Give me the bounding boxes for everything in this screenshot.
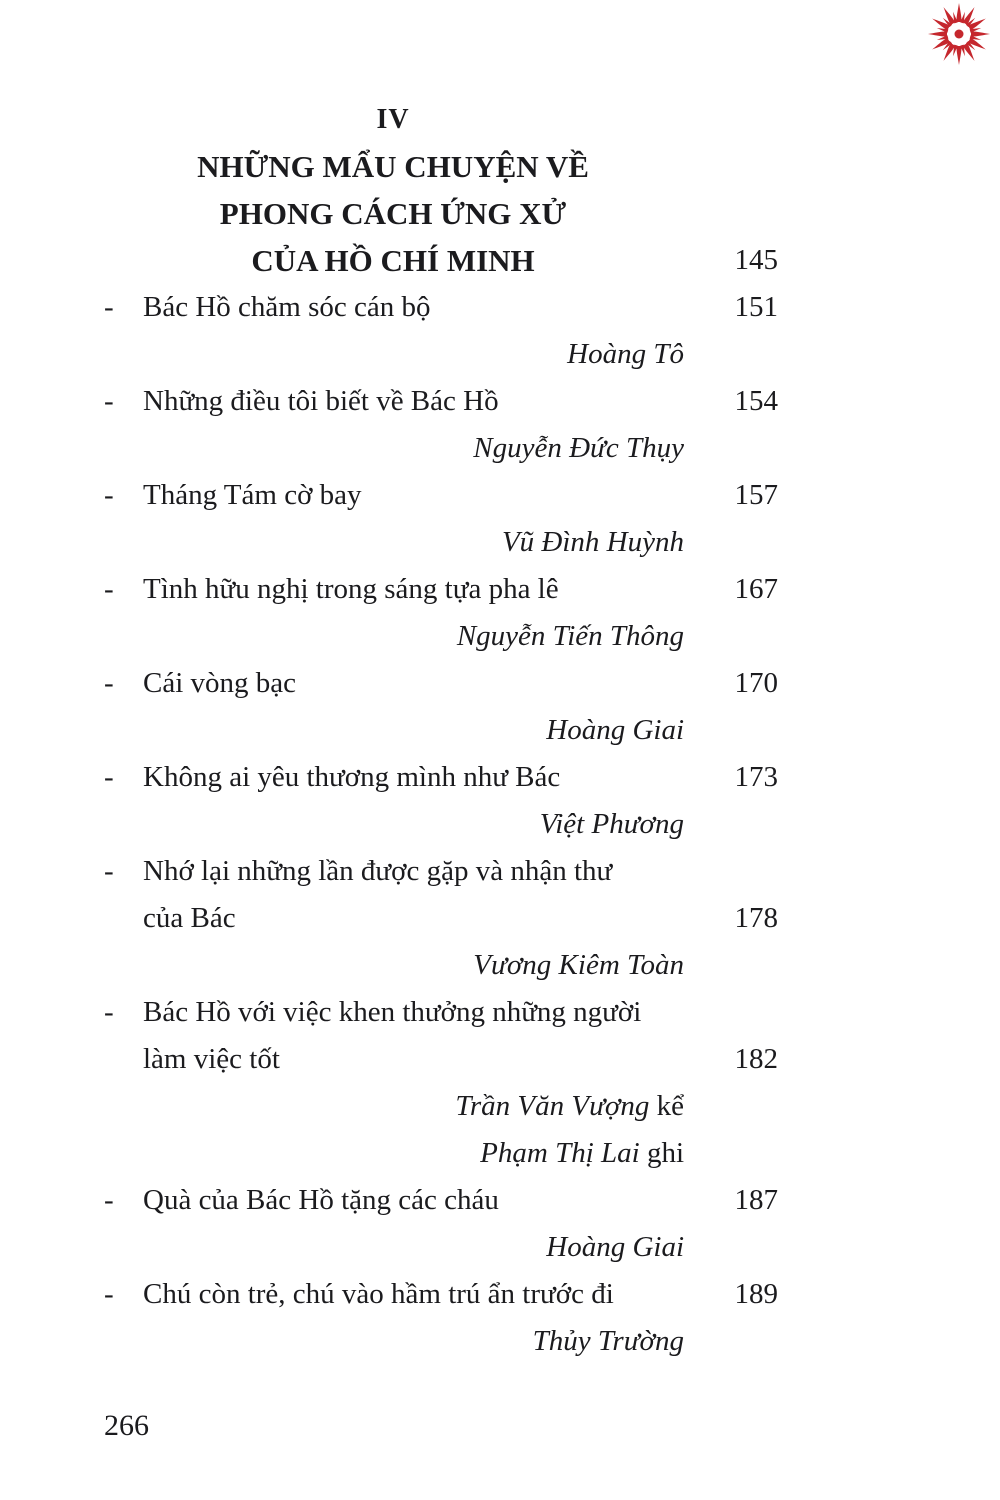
section-title-row-1 (104, 143, 778, 190)
entry-author-row (104, 707, 778, 754)
section-title-row-2 (104, 190, 778, 237)
entry-title: Tình hữu nghị trong sáng tựa pha lê (143, 573, 559, 605)
entry-title-row (104, 472, 778, 519)
entry-author: Phạm Thị Lai (480, 1137, 640, 1169)
toc-entry (104, 378, 778, 472)
entry-author: Vương Kiêm Toàn (473, 949, 684, 981)
entry-dash: - (104, 573, 114, 605)
folio-page-number: 266 (104, 1409, 149, 1442)
entry-page-number (698, 848, 778, 895)
table-of-contents (104, 96, 778, 1365)
entry-author: Việt Phương (539, 808, 684, 840)
entry-dash: - (104, 761, 114, 793)
toc-entry (104, 989, 778, 1177)
toc-entry (104, 1271, 778, 1365)
entry-title: Không ai yêu thương mình như Bác (143, 761, 561, 793)
entry-page-number: 189 (734, 1278, 778, 1310)
entry-title: Cái vòng bạc (143, 667, 297, 699)
entry-title: Quà của Bác Hồ tặng các cháu (143, 1184, 499, 1216)
entry-title-row (104, 754, 778, 801)
entry-author: Nguyễn Đức Thụy (473, 432, 684, 464)
entry-title: Nhớ lại những lần được gặp và nhận thư (143, 855, 613, 887)
entry-dash: - (104, 1184, 114, 1216)
section-page-number: 145 (734, 244, 778, 276)
entry-title-row (104, 1177, 778, 1224)
section-title-row-3 (104, 237, 778, 284)
entry-author-row (104, 519, 778, 566)
entry-title: làm việc tốt (143, 1043, 280, 1075)
entry-author: Vũ Đình Huỳnh (501, 526, 684, 558)
entry-dash: - (104, 996, 114, 1028)
entry-dash: - (104, 1278, 114, 1310)
entry-title: Những điều tôi biết về Bác Hồ (143, 385, 499, 417)
entry-page-number: 167 (734, 573, 778, 605)
entry-author-row (104, 942, 778, 989)
entry-title-row (104, 378, 778, 425)
entry-title-row (104, 566, 778, 613)
entry-page-number: 187 (734, 1184, 778, 1216)
entry-page-number: 170 (734, 667, 778, 699)
entry-dash: - (104, 385, 114, 417)
entry-title-row (104, 284, 778, 331)
toc-entry (104, 284, 778, 378)
entry-title: Chú còn trẻ, chú vào hầm trú ẩn trước đi (143, 1278, 614, 1310)
entry-dash: - (104, 291, 114, 323)
entry-author-note: ghi (639, 1137, 684, 1169)
section-title-line-2: PHONG CÁCH ỨNG XỬ (219, 196, 567, 231)
entry-author: Nguyễn Tiến Thông (456, 620, 684, 652)
entry-dash (104, 895, 143, 942)
toc-entry (104, 1177, 778, 1271)
entry-page-number: 182 (734, 1043, 778, 1075)
entry-author: Trần Văn Vượng (455, 1090, 650, 1122)
entry-dash: - (104, 667, 114, 699)
entry-title-row (104, 1271, 778, 1318)
entry-title-row (104, 1036, 778, 1083)
entry-author-row (104, 1224, 778, 1271)
entry-title-row (104, 895, 778, 942)
entry-page-number: 154 (734, 385, 778, 417)
publisher-emblem-icon (926, 2, 992, 66)
entry-dash (104, 1036, 143, 1083)
entry-title-row (104, 989, 778, 1036)
entry-author-row (104, 613, 778, 660)
entry-author-row (104, 425, 778, 472)
entry-dash: - (104, 479, 114, 511)
entry-author: Thủy Trường (532, 1325, 684, 1357)
entry-title: Bác Hồ chăm sóc cán bộ (143, 291, 431, 323)
entry-page-number (698, 989, 778, 1036)
entry-author: Hoàng Tô (567, 338, 684, 370)
toc-entry (104, 848, 778, 989)
toc-entry (104, 472, 778, 566)
entry-title-row (104, 660, 778, 707)
entry-title-row (104, 848, 778, 895)
toc-entry (104, 566, 778, 660)
entry-page-number: 157 (734, 479, 778, 511)
entry-page-number: 178 (734, 902, 778, 934)
section-number: IV (376, 104, 410, 135)
toc-entry (104, 660, 778, 754)
section-title-line-1: NHỮNG MẨU CHUYỆN VỀ (197, 149, 589, 184)
entry-author-row (104, 1130, 778, 1177)
entry-author-row (104, 1318, 778, 1365)
entry-author-row (104, 1083, 778, 1130)
entry-author-note: kể (649, 1090, 684, 1122)
entry-page-number: 173 (734, 761, 778, 793)
section-number-row (104, 96, 778, 143)
entry-title: của Bác (143, 902, 236, 934)
toc-entries (104, 284, 778, 1365)
entry-author-row (104, 331, 778, 378)
entry-page-number: 151 (734, 291, 778, 323)
entry-title: Tháng Tám cờ bay (143, 479, 362, 511)
entry-author: Hoàng Giai (546, 1231, 684, 1263)
section-title-line-3: CỦA HỒ CHÍ MINH (251, 243, 535, 278)
entry-author-row (104, 801, 778, 848)
publisher-logo (926, 2, 992, 66)
entry-author: Hoàng Giai (546, 714, 684, 746)
entry-dash: - (104, 855, 114, 887)
toc-entry (104, 754, 778, 848)
entry-title: Bác Hồ với việc khen thưởng những người (143, 996, 642, 1028)
